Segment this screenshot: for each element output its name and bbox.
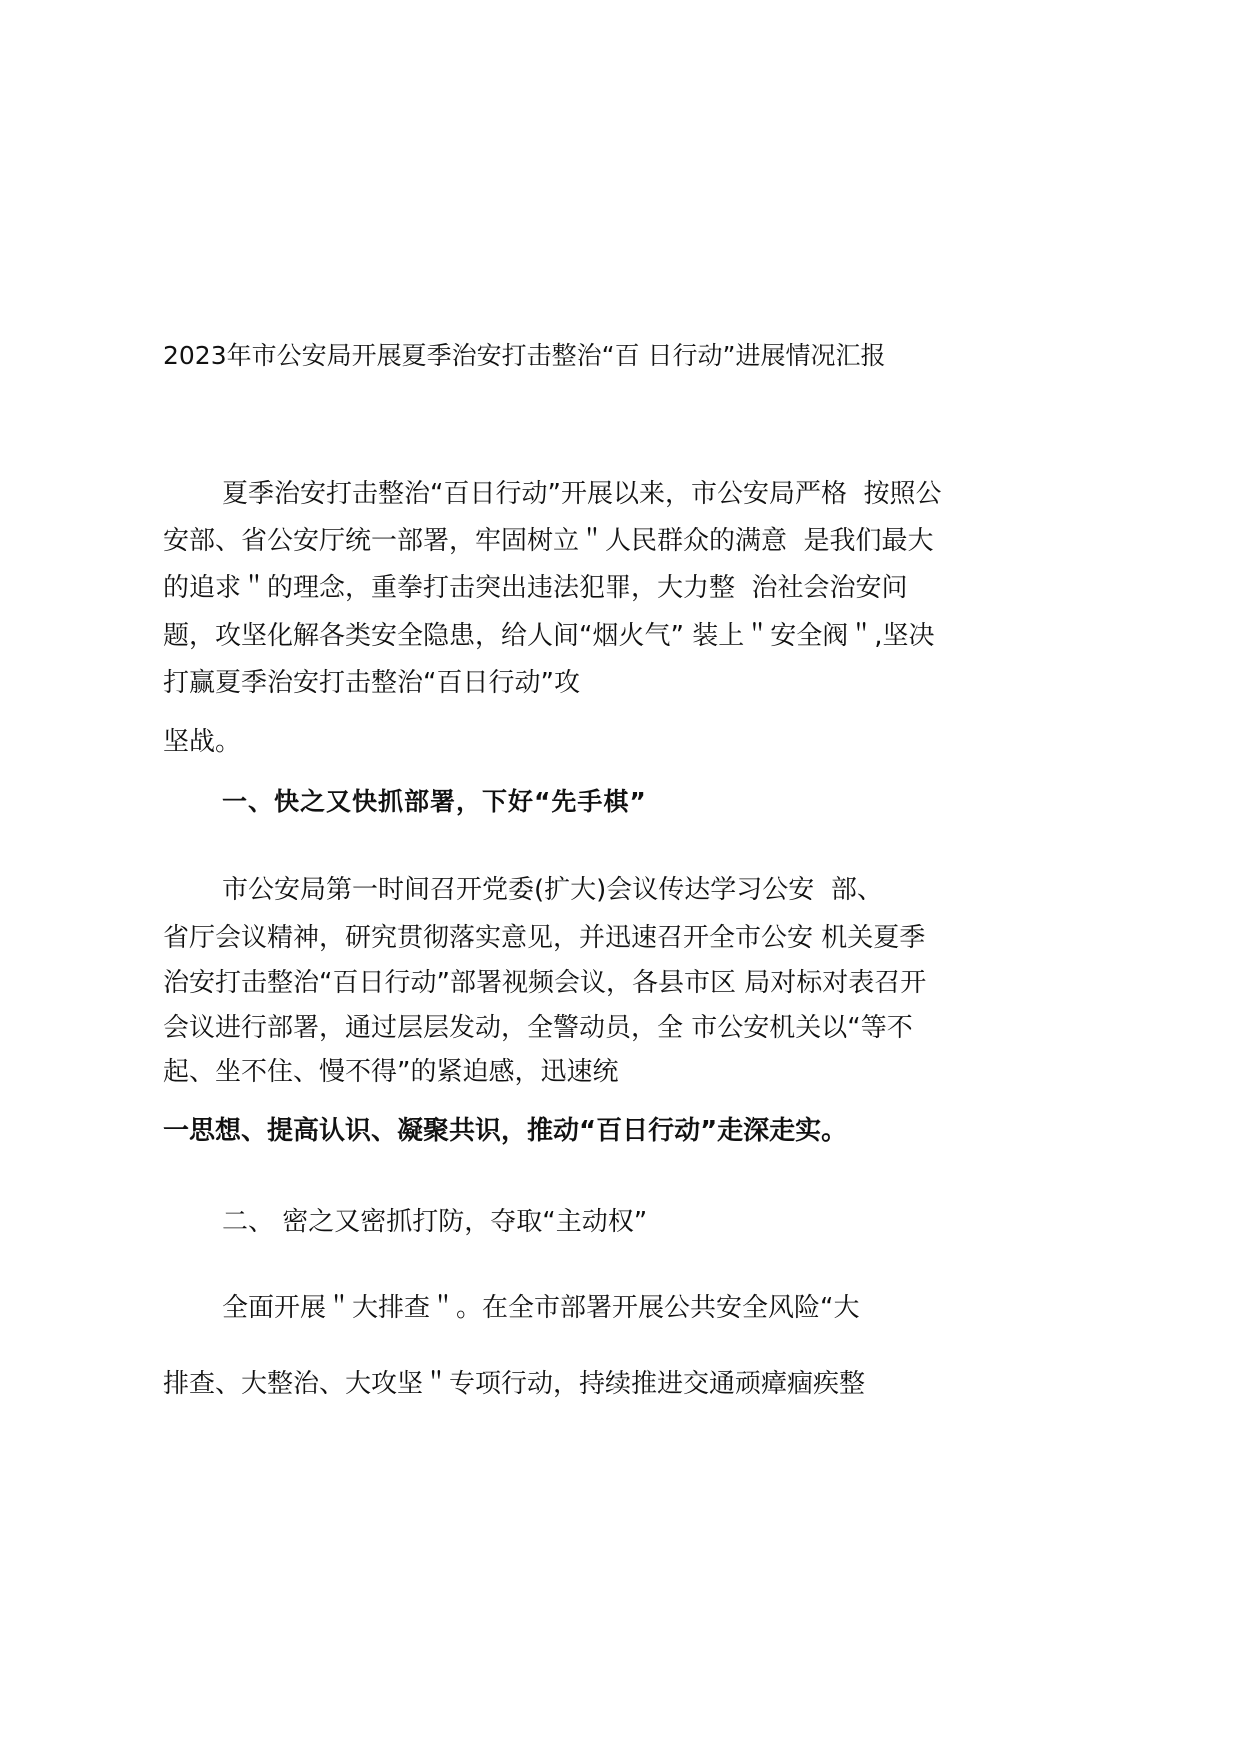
section-heading: 一、快之又快抓部署，下好“先手棋” [222, 787, 647, 816]
paragraph-line: 题，攻坚化解各类安全隐患，给人间“烟火气” 装上＂安全阀＂,坚决 [163, 621, 935, 651]
paragraph-line: 治安打击整治“百日行动”部署视频会议，各县市区 局对标对表召开 [163, 968, 927, 998]
paragraph-line: 坚战。 [163, 727, 242, 757]
paragraph-line: 安部、省公安厅统一部署，牢固树立＂人民群众的满意 是我们最大 [163, 526, 934, 556]
paragraph-line: 夏季治安打击整治“百日行动”开展以来，市公安局严格 按照公 [222, 479, 942, 509]
paragraph-line: 起、坐不住、慢不得”的紧迫感，迅速统 [163, 1057, 619, 1087]
paragraph-line: 省厅会议精神，研究贯彻落实意见，并迅速召开全市公安 机关夏季 [163, 923, 926, 953]
paragraph-line: 市公安局第一时间召开党委(扩大)会议传达学习公安 部、 [222, 875, 883, 905]
paragraph-line: 一思想、提高认识、凝聚共识，推动“百日行动”走深走实。 [163, 1116, 848, 1146]
document-title: 2023年市公安局开展夏季治安打击整治“百 日行动”进展情况汇报 [163, 341, 886, 370]
section-heading: 二、 密之又密抓打防，夺取“主动权” [222, 1207, 648, 1237]
paragraph-line: 打赢夏季治安打击整治“百日行动”攻 [163, 668, 580, 698]
paragraph-line: 会议进行部署，通过层层发动，全警动员，全 市公安机关以“等不 [163, 1013, 913, 1043]
paragraph-line: 的追求＂的理念，重拳打击突出违法犯罪，大力整 治社会治安问 [163, 573, 908, 603]
paragraph-line: 排查、大整治、大攻坚＂专项行动，持续推进交通顽瘴痼疾整 [163, 1369, 866, 1399]
paragraph-line: 全面开展＂大排查＂。在全市部署开展公共安全风险“大 [222, 1293, 860, 1323]
